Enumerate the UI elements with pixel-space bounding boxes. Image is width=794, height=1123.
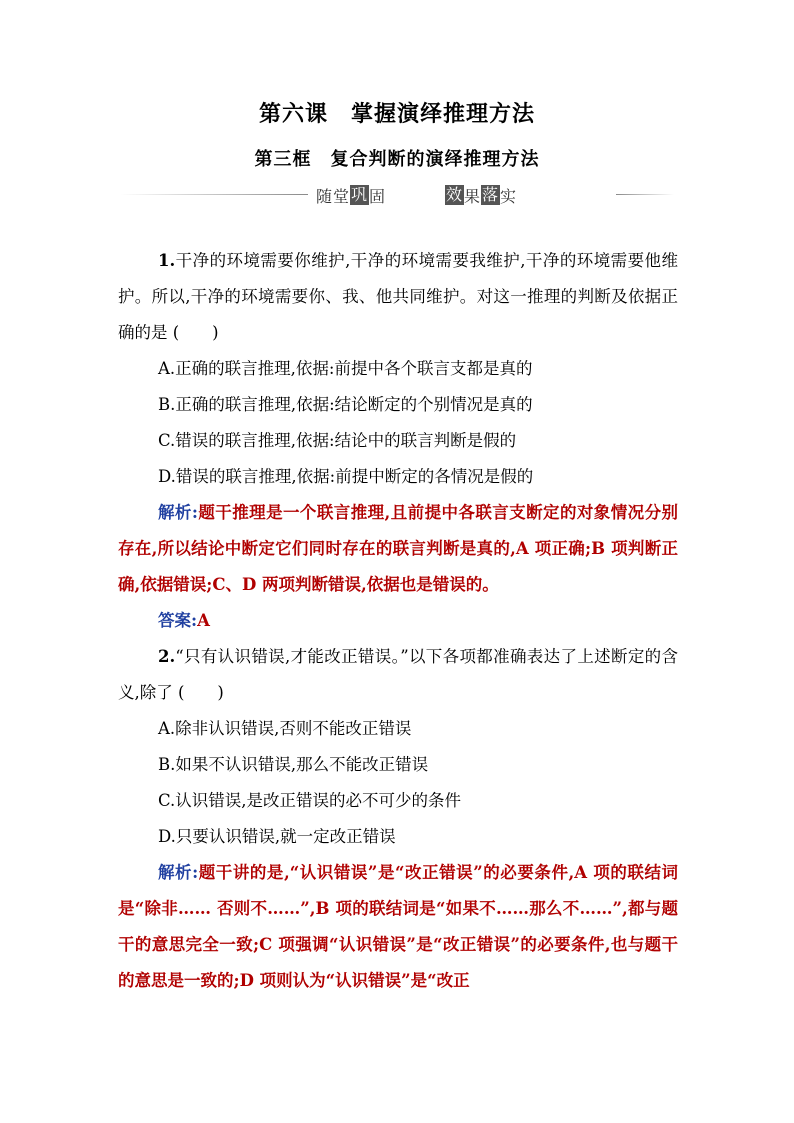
- answer-value: A: [197, 611, 210, 630]
- banner-right-rule: [616, 194, 674, 195]
- banner-char: 固: [369, 186, 387, 206]
- option-d: D.错误的联言推理,依据:前提中断定的各情况是假的: [158, 467, 534, 486]
- banner-char: 实: [500, 186, 518, 206]
- answer-blank: ( ): [172, 323, 219, 342]
- option-b: B.正确的联言推理,依据:结论断定的个别情况是真的: [158, 395, 533, 414]
- banner-char-highlight: 巩: [351, 185, 369, 204]
- analysis-paragraph: [118, 855, 678, 999]
- banner-right-text: [445, 183, 517, 207]
- analysis-text: 题干讲的是,“认识错误”是“改正错误”的必要条件,A 项的联结词是“除非…… 否则不……”,B 项的联结词是“如果不……那么不……”,都与题干的意思完全一致;C 项强调“认识错误”是“改正错误”的必要条件,也与题干的意思是一致的;D 项则认为“认识错误”是“改正: [118, 863, 679, 990]
- analysis-label: 解析:: [158, 863, 199, 882]
- page-subtitle: 第三框 复合判断的演绎推理方法: [254, 149, 540, 170]
- question-text: 干净的环境需要你维护,干净的环境需要我维护,干净的环境需要他维护。所以,干净的环境需要你、我、他共同维护。对这一推理的判断及依据正确的是: [118, 251, 678, 342]
- page-title: 第六课 掌握演绎推理方法: [258, 101, 535, 127]
- option-d: D.只要认识错误,就一定改正错误: [158, 827, 396, 846]
- banner-left-rule: [120, 194, 308, 195]
- question-text: “只有认识错误,才能改正错误。”以下各项都准确表达了上述断定的含义,除了: [118, 647, 678, 702]
- answer-blank: ( ): [178, 683, 224, 702]
- option-a: A.正确的联言推理,依据:前提中各个联言支都是真的: [158, 359, 533, 378]
- section-banner: [120, 183, 674, 207]
- question-number: 2.: [158, 647, 176, 666]
- banner-char-highlight: 效: [446, 185, 464, 204]
- analysis-text: 题干推理是一个联言推理,且前提中各联言支断定的对象情况分别存在,所以结论中断定它们同时存在的联言判断是真的,A 项正确;B 项判断正确,依据错误;C、D 两项判断错误,依据也是错误的。: [118, 503, 679, 594]
- questions-body: [118, 243, 678, 999]
- question-number: 1.: [158, 251, 176, 270]
- question-stem: [118, 639, 678, 711]
- banner-char: 堂: [333, 186, 351, 206]
- option-c: C.错误的联言推理,依据:结论中的联言判断是假的: [158, 431, 517, 450]
- option-a: A.除非认识错误,否则不能改正错误: [158, 719, 412, 738]
- question-stem: [118, 243, 678, 351]
- option-c: C.认识错误,是改正错误的必不可少的条件: [158, 791, 462, 810]
- analysis-label: 解析:: [158, 503, 198, 522]
- answer-label: 答案:: [158, 611, 198, 630]
- option-b: B.如果不认识错误,那么不能改正错误: [158, 755, 429, 774]
- banner-char: 果: [464, 186, 482, 206]
- answer-line: [118, 603, 678, 639]
- banner-char: 随: [316, 186, 334, 206]
- banner-char-highlight: 落: [482, 185, 500, 204]
- banner-left-text: [316, 183, 386, 207]
- analysis-paragraph: [118, 495, 678, 603]
